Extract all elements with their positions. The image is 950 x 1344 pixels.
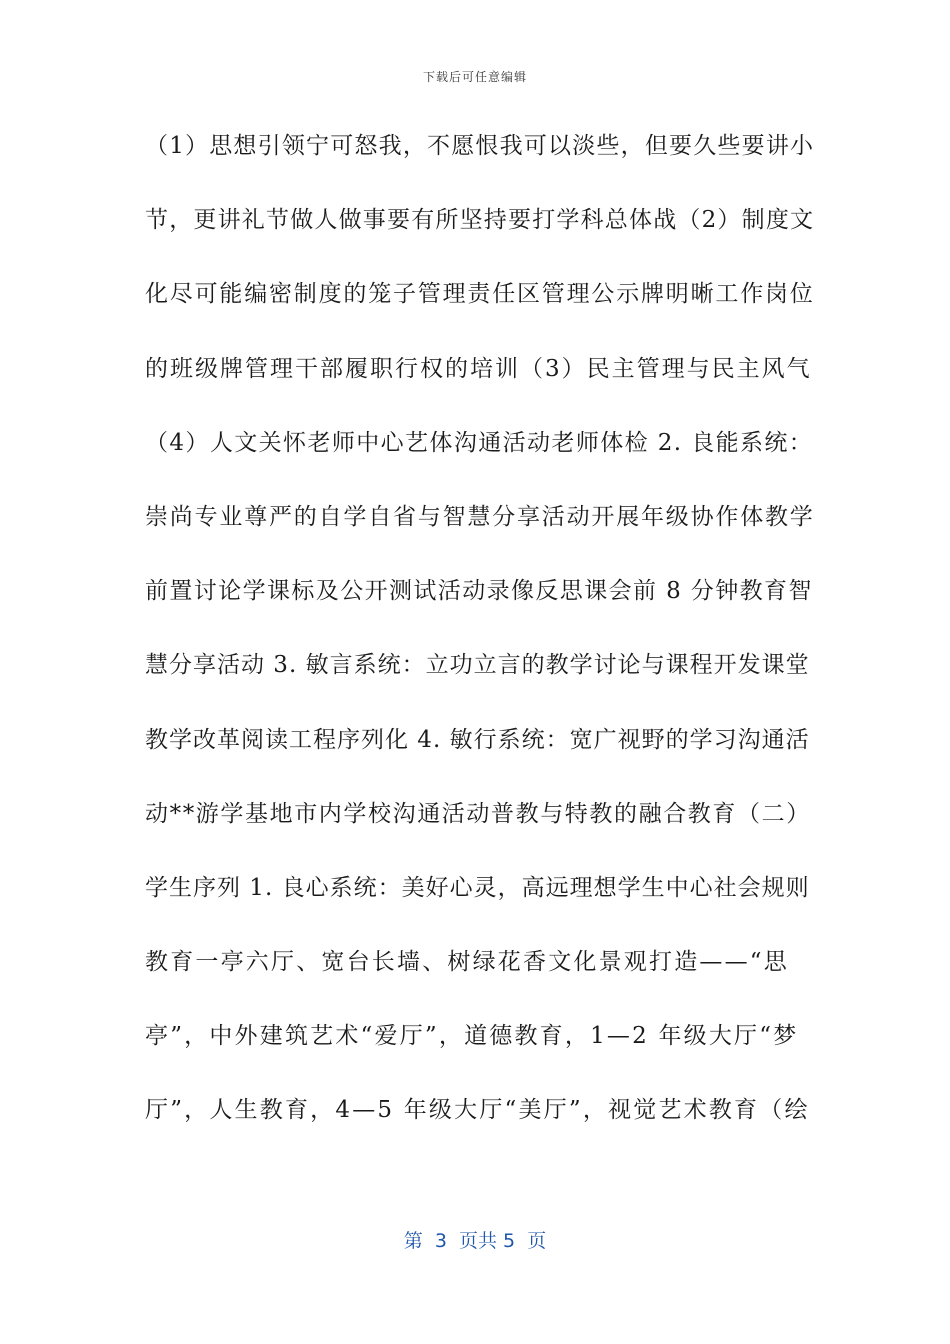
text-line: 学生序列 1. 良心系统：美好心灵，高远理想学生中心社会规则 [145, 874, 810, 901]
text-line: （1）思想引领宁可怒我，不愿恨我可以淡些，但要久些要讲小 [145, 133, 815, 159]
text-line: 动**游学基地市内学校沟通活动普教与特教的融合教育（二） [145, 800, 811, 827]
body-text [145, 122, 815, 1161]
page-number-footer: 第 3 页共 5 页 [403, 1230, 547, 1252]
text-line: 慧分享活动 3. 敏言系统：立功立言的教学讨论与课程开发课堂 [145, 652, 810, 679]
text-line: 崇尚专业尊严的自学自省与智慧分享活动开展年级协作体教学 [145, 503, 815, 530]
text-line: 亭”，中外建筑艺术“爱厅”，道德教育，1—2 年级大厅“梦 [145, 1023, 799, 1050]
text-line: 教育一亭六厅、宽台长墙、树绿花香文化景观打造——“思 [145, 949, 789, 976]
text-line: 教学改革阅读工程序列化 4. 敏行系统：宽广视野的学习沟通活 [145, 726, 810, 753]
text-line: 的班级牌管理干部履职行权的培训（3）民主管理与民主风气 [145, 355, 812, 382]
text-line: 厅”，人生教育，4—5 年级大厅“美厅”，视觉艺术教育（绘 [145, 1097, 810, 1124]
text-line: 节，更讲礼节做人做事要有所坚持要打学科总体战（2）制度文 [145, 207, 815, 234]
text-line: （4）人文关怀老师中心艺体沟通活动老师体检 2. 良能系统： [145, 429, 814, 456]
text-line: 化尽可能编密制度的笼子管理责任区管理公示牌明晰工作岗位 [145, 281, 815, 308]
text-line: 前置讨论学课标及公开测试活动录像反思课会前 8 分钟教育智 [145, 578, 813, 605]
header-note: 下载后可任意编辑 [422, 70, 527, 84]
